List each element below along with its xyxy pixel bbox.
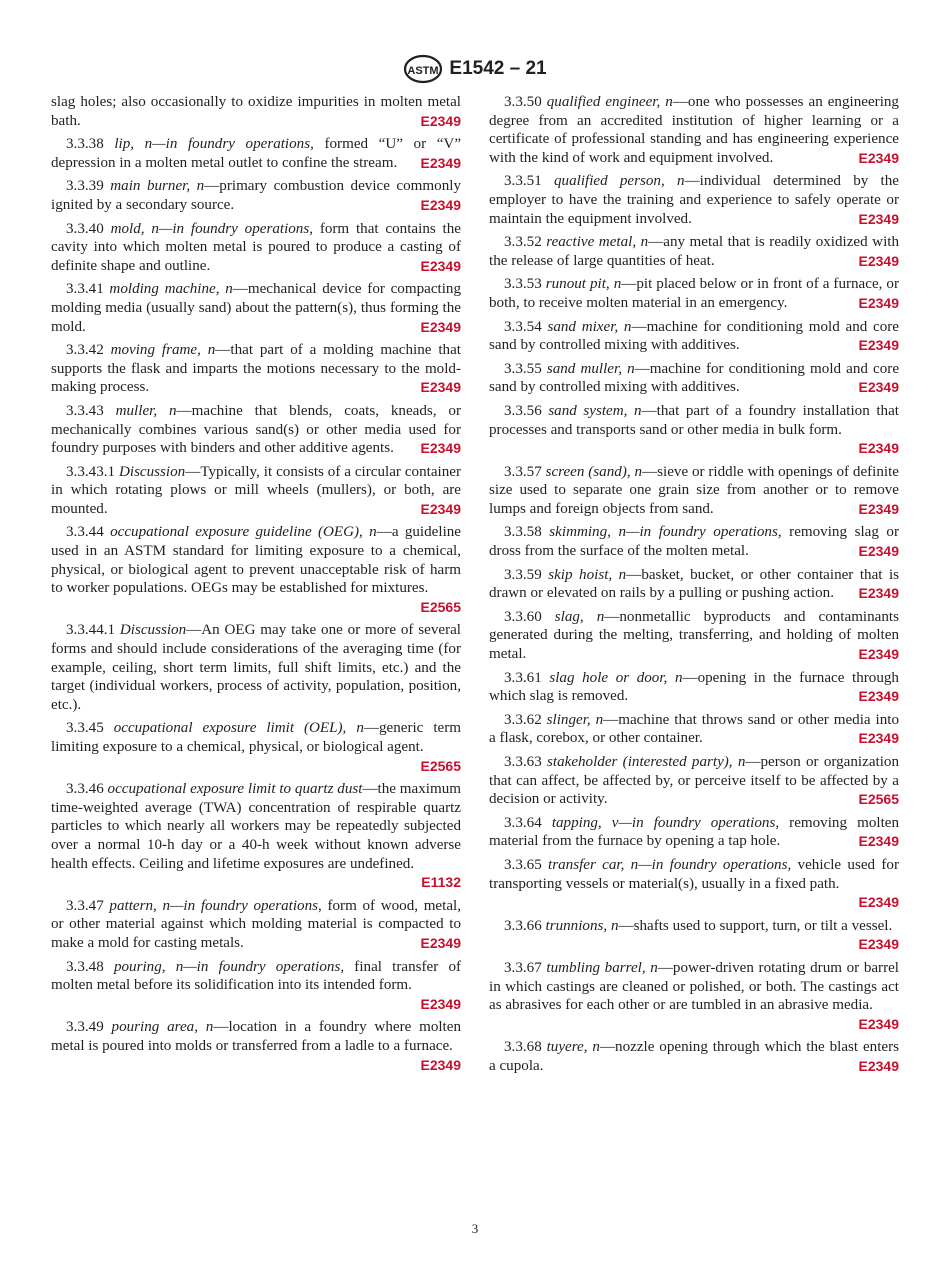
entry-text: —basket, bucket, or other container that is drawn or elevated on rails by a pulling or pushing action. bbox=[489, 566, 900, 602]
standard-reference: E2349 bbox=[420, 257, 461, 274]
standard-reference: E2349 bbox=[858, 936, 899, 953]
entry-qualifier: n—in foundry operations bbox=[162, 897, 319, 914]
standard-reference: E2349 bbox=[420, 112, 461, 129]
entry-text: —a guideline used in an ASTM standard for limiting exposure to a chemical, physical, or biological agent to prevent unacceptable risk of harm to worker populations. OEGs may be established for mixtures. bbox=[51, 524, 462, 597]
entry-number: 3.3.64 bbox=[504, 814, 542, 831]
entry-term: occupational exposure limit (OEL), bbox=[113, 720, 347, 737]
entry-qualifier: n—in foundry operations bbox=[630, 856, 788, 873]
entry-term: slag, bbox=[554, 608, 584, 625]
entry-term: slag hole or door, bbox=[549, 669, 668, 686]
definition-entry bbox=[489, 318, 899, 355]
entry-number: 3.3.67 bbox=[504, 959, 542, 976]
standard-reference: E2349 bbox=[858, 1057, 899, 1074]
entry-number: 3.3.39 bbox=[66, 178, 104, 195]
standard-reference: E2349 bbox=[420, 318, 461, 335]
standard-reference: E2349 bbox=[420, 196, 461, 213]
entry-term: skip hoist, bbox=[548, 566, 613, 583]
entry-text: —machine that blends, coats, kneads, or mechanically combines various sand(s) or other media used for foundry purposes with binders and other additive agents. bbox=[51, 402, 461, 457]
entry-text: —machine for conditioning mold and core sand by controlled mixing with additives. bbox=[489, 360, 900, 396]
entry-qualifier: n bbox=[207, 342, 216, 359]
definition-entry bbox=[489, 917, 899, 954]
entry-number: 3.3.61 bbox=[504, 669, 542, 686]
entry-qualifier: n bbox=[623, 318, 632, 335]
svg-text:ASTM: ASTM bbox=[407, 65, 439, 77]
entry-number: 3.3.43.1 bbox=[66, 463, 116, 480]
entry-text: —that part of a molding machine that supports the flask and imparts the motions necessary to the mold-making process. bbox=[51, 342, 461, 396]
definition-entry bbox=[489, 814, 899, 851]
entry-text: —nonmetallic byproducts and contaminants generated during the melting, transferring, and holding of molten metal. bbox=[489, 608, 899, 663]
definition-entry bbox=[489, 275, 899, 312]
entry-number: 3.3.47 bbox=[66, 897, 104, 914]
standard-reference: E2565 bbox=[420, 598, 461, 615]
entry-text: —pit placed below or in front of a furnace, or both, to receive molten material in an emergency. bbox=[489, 276, 899, 311]
entry-qualifier: n bbox=[356, 720, 364, 737]
entry-number: 3.3.50 bbox=[504, 94, 542, 110]
entry-number: 3.3.58 bbox=[504, 524, 542, 541]
definition-entry bbox=[51, 463, 461, 519]
standard-reference: E2349 bbox=[420, 379, 461, 396]
standard-reference: E2349 bbox=[420, 1056, 461, 1073]
entry-qualifier: n bbox=[592, 1039, 600, 1056]
definition-entry bbox=[51, 621, 461, 714]
definition-entry bbox=[51, 177, 461, 214]
entry-number: 3.3.55 bbox=[504, 360, 542, 377]
standard-reference: E2349 bbox=[858, 833, 899, 850]
standard-reference: E2349 bbox=[858, 646, 899, 663]
entry-qualifier: n bbox=[737, 754, 746, 770]
standard-reference: E2349 bbox=[420, 154, 461, 171]
entry-term: screen (sand), bbox=[545, 463, 631, 480]
entry-qualifier: n bbox=[677, 173, 685, 190]
entry-text: , removing slag or dross from the surface of the molten metal. bbox=[489, 524, 900, 560]
standard-reference: E2349 bbox=[858, 500, 899, 517]
entry-term: molding machine, bbox=[109, 281, 220, 298]
standard-reference: E2565 bbox=[420, 757, 461, 774]
definition-entry bbox=[51, 780, 461, 892]
entry-term: trunnions, bbox=[545, 917, 608, 934]
entry-text: —An OEG may take one or more of several forms and should include considerations of the averaging time (for example, ceiling, short term limits, full shift limits, etc.) and the target (individual workers, process of activity, population, position, etc.). bbox=[51, 622, 461, 713]
entry-text: —primary combustion device commonly ignited by a secondary source. bbox=[51, 178, 461, 213]
entry-qualifier: n bbox=[225, 281, 233, 298]
definition-entry bbox=[489, 608, 899, 664]
entry-qualifier: v—in foundry operations bbox=[611, 814, 776, 831]
entry-qualifier: n bbox=[596, 608, 605, 625]
entry-term: reactive metal, bbox=[546, 234, 637, 251]
entry-text: , form of wood, metal, or other material against which molding material is compacted to make a mold for casting metals. bbox=[51, 897, 461, 951]
entry-qualifier: n bbox=[613, 276, 622, 293]
page-header bbox=[0, 52, 950, 86]
definition-entry bbox=[489, 463, 899, 519]
entry-term: qualified person, bbox=[553, 173, 665, 190]
standard-reference: E1132 bbox=[421, 874, 461, 891]
standard-reference: E2349 bbox=[420, 500, 461, 517]
entry-qualifier: n—in foundry operations bbox=[151, 220, 310, 237]
left-column bbox=[51, 93, 461, 1079]
entry-text: , removing molten material from the furnace by opening a tap hole. bbox=[489, 814, 900, 850]
definition-entry bbox=[51, 280, 461, 336]
standard-reference: E2349 bbox=[420, 440, 461, 457]
entry-text: , final transfer of molten metal before its solidification into its intended form. bbox=[51, 958, 462, 994]
entry-text: —machine that throws sand or other media into a flask, corebox, or other container. bbox=[489, 711, 899, 747]
entry-text: —one who possesses an engineering degree from an accredited institution of higher learning or a certificate of professional standing and has engineering experience with the kind of work and equipment involved. bbox=[489, 94, 899, 166]
entry-qualifier: n bbox=[634, 402, 642, 419]
entry-term: pouring area, bbox=[111, 1019, 198, 1036]
entry-qualifier: n bbox=[650, 959, 658, 976]
entry-text: —mechanical device for compacting molding media (usually sand) about the pattern(s), thus forming the mold. bbox=[51, 281, 461, 335]
entry-qualifier: n bbox=[205, 1019, 214, 1036]
entry-text: —shafts used to support, turn, or tilt a vessel. bbox=[618, 917, 893, 934]
definition-entry bbox=[489, 711, 899, 748]
entry-term: pattern, bbox=[109, 897, 157, 914]
entry-number: 3.3.43 bbox=[66, 402, 104, 419]
entry-number: 3.3.51 bbox=[504, 173, 542, 190]
standard-reference: E2349 bbox=[420, 995, 461, 1012]
entry-term: runout pit, bbox=[545, 276, 610, 293]
page-number: 3 bbox=[471, 1221, 479, 1236]
entry-term: pouring, bbox=[113, 958, 166, 975]
entry-number: 3.3.68 bbox=[504, 1039, 542, 1056]
entry-number: 3.3.62 bbox=[504, 711, 542, 728]
definition-entry bbox=[51, 897, 461, 953]
entry-term: transfer car, bbox=[548, 856, 625, 873]
entry-text: —individual determined by the employer to have the training and experience to safely operate or maintain the equipment involved. bbox=[489, 173, 899, 227]
definition-entry bbox=[51, 719, 461, 775]
entry-number: 3.3.41 bbox=[66, 281, 104, 298]
entry-qualifier: n—in foundry operations bbox=[618, 524, 778, 541]
definition-entry bbox=[51, 220, 461, 276]
entry-qualifier: n bbox=[640, 234, 649, 251]
entry-text: , form that contains the cavity into which molten metal is poured to produce a casting of definite shape and outline. bbox=[51, 220, 461, 274]
right-column bbox=[489, 93, 899, 1081]
standard-reference: E2349 bbox=[858, 688, 899, 705]
entry-term: tuyere, bbox=[546, 1039, 588, 1056]
entry-number: 3.3.57 bbox=[504, 463, 542, 480]
entry-number: 3.3.66 bbox=[504, 917, 542, 934]
definition-entry bbox=[489, 669, 899, 706]
astm-logo-icon bbox=[403, 54, 443, 84]
entry-text: —location in a foundry where molten metal is poured into molds or transferred from a ladle to a furnace. bbox=[51, 1019, 461, 1054]
definition-entry bbox=[489, 753, 899, 809]
entry-text: —opening in the furnace through which slag is removed. bbox=[489, 669, 899, 705]
entry-qualifier: n bbox=[674, 669, 683, 686]
entry-text: —that part of a foundry installation that processes and transports sand or other media in bulk form. bbox=[489, 402, 899, 438]
entry-number: 3.3.44.1 bbox=[66, 622, 116, 639]
standard-reference: E2349 bbox=[858, 294, 899, 311]
definition-entry bbox=[489, 1038, 899, 1075]
entry-text: slag holes; also occasionally to oxidize impurities in molten metal bath. bbox=[51, 94, 461, 129]
entry-number: 3.3.54 bbox=[504, 318, 542, 335]
entry-number: 3.3.42 bbox=[66, 342, 104, 359]
entry-term: lip, bbox=[114, 136, 135, 153]
standard-reference: E2349 bbox=[858, 210, 899, 227]
entry-number: 3.3.65 bbox=[504, 856, 542, 873]
entry-term: moving frame, bbox=[110, 342, 201, 359]
entry-term: qualified engineer, bbox=[546, 94, 661, 110]
entry-qualifier: n bbox=[595, 711, 604, 728]
standard-reference: E2349 bbox=[858, 543, 899, 560]
entry-term: sand system, bbox=[548, 402, 628, 419]
entry-qualifier: n—in foundry operations bbox=[175, 958, 341, 975]
entry-term: muller, bbox=[115, 402, 158, 419]
standard-reference: E2565 bbox=[858, 791, 899, 808]
entry-text: —Typically, it consists of a circular container in which rotating plows or mill wheels (mullers), or both, are mounted. bbox=[51, 463, 461, 517]
entry-number: 3.3.52 bbox=[504, 234, 542, 251]
definition-entry bbox=[489, 93, 899, 167]
entry-number: 3.3.56 bbox=[504, 402, 542, 419]
entry-term: sand mixer, bbox=[547, 318, 619, 335]
entry-term: sand muller, bbox=[546, 360, 622, 377]
entry-qualifier: n bbox=[627, 360, 635, 377]
entry-text: —generic term limiting exposure to a chemical, physical, or biological agent. bbox=[51, 720, 461, 755]
definition-entry bbox=[489, 233, 899, 270]
definition-entry bbox=[489, 959, 899, 1033]
entry-number: 3.3.49 bbox=[66, 1019, 104, 1036]
entry-term: stakeholder (interested party), bbox=[547, 754, 733, 770]
entry-text: —the maximum time-weighted average (TWA) concentration of respirable quartz particles to which nearly all workers may be repeatedly subjected over a normal 10-h day or a 40-h week without known adverse health effects. Ceiling and lifetime exposures are undefined. bbox=[51, 781, 461, 872]
entry-number: 3.3.63 bbox=[504, 754, 542, 770]
entry-qualifier: n bbox=[618, 566, 627, 583]
entry-term: skimming, bbox=[549, 524, 611, 541]
standard-reference: E2349 bbox=[858, 337, 899, 354]
standard-reference: E2349 bbox=[420, 934, 461, 951]
entry-qualifier: n bbox=[610, 917, 619, 934]
definition-entry bbox=[489, 856, 899, 912]
standard-reference: E2349 bbox=[858, 585, 899, 602]
entry-number: 3.3.46 bbox=[66, 781, 104, 798]
entry-qualifier: n bbox=[665, 94, 673, 110]
entry-term: slinger, bbox=[546, 711, 591, 728]
standard-reference: E2349 bbox=[858, 1015, 899, 1032]
entry-text: , vehicle used for transporting vessels or material(s), usually in a fixed path. bbox=[489, 856, 899, 892]
standard-reference: E2349 bbox=[858, 894, 899, 911]
standard-reference: E2349 bbox=[858, 252, 899, 269]
entry-qualifier: n—in foundry operations bbox=[144, 136, 311, 153]
definition-entry bbox=[51, 341, 461, 397]
definition-entry bbox=[51, 523, 461, 616]
definition-entry bbox=[489, 523, 899, 560]
entry-term: occupational exposure limit to quartz dust bbox=[107, 781, 363, 798]
entry-number: 3.3.60 bbox=[504, 608, 542, 625]
entry-qualifier: n bbox=[169, 402, 177, 419]
entry-text: , formed “U” or “V” depression in a molten metal outlet to confine the stream. bbox=[51, 136, 462, 171]
definition-entry bbox=[51, 135, 461, 172]
definition-entry bbox=[51, 1018, 461, 1074]
entry-term: mold, bbox=[110, 220, 145, 237]
entry-number: 3.3.45 bbox=[66, 720, 104, 737]
definition-entry bbox=[489, 566, 899, 603]
standard-reference: E2349 bbox=[858, 379, 899, 396]
definition-entry bbox=[51, 93, 461, 130]
entry-number: 3.3.38 bbox=[66, 136, 104, 153]
entry-text: —nozzle opening through which the blast enters a cupola. bbox=[489, 1039, 899, 1074]
definition-entry bbox=[489, 172, 899, 228]
entry-number: 3.3.44 bbox=[66, 524, 104, 541]
entry-term: Discussion bbox=[119, 622, 187, 639]
entry-term: tumbling barrel, bbox=[546, 959, 646, 976]
entry-qualifier: n bbox=[196, 178, 205, 195]
document-id: E1542 – 21 bbox=[449, 58, 547, 79]
entry-text: —machine for conditioning mold and core sand by controlled mixing with additives. bbox=[489, 318, 900, 354]
definition-entry bbox=[489, 402, 899, 458]
entry-qualifier: n bbox=[369, 524, 377, 541]
entry-text: —person or organization that can affect, be affected by, or perceive itself to be affected by a decision or activity. bbox=[489, 754, 899, 808]
definition-entry bbox=[489, 360, 899, 397]
entry-term: tapping, bbox=[551, 814, 602, 831]
entry-term: Discussion bbox=[118, 463, 186, 480]
standard-reference: E2349 bbox=[858, 730, 899, 747]
entry-text: —sieve or riddle with openings of definite size used to separate one grain size from another or to remove lumps and foreign objects from sand. bbox=[489, 463, 900, 517]
entry-number: 3.3.40 bbox=[66, 220, 104, 237]
entry-number: 3.3.48 bbox=[66, 958, 104, 975]
entry-number: 3.3.59 bbox=[504, 566, 542, 583]
entry-term: main burner, bbox=[110, 178, 191, 195]
definition-entry bbox=[51, 402, 461, 458]
entry-number: 3.3.53 bbox=[504, 276, 542, 293]
standard-reference: E2349 bbox=[858, 149, 899, 166]
entry-text: —power-driven rotating drum or barrel in which castings are cleaned or polished, or both. The castings act as abrasives for each other or are tumbled in an abrasive media. bbox=[489, 959, 900, 1014]
entry-text: —any metal that is readily oxidized with the release of large quantities of heat. bbox=[489, 234, 900, 269]
entry-term: occupational exposure guideline (OEG), bbox=[110, 524, 363, 541]
entry-qualifier: n bbox=[634, 463, 643, 480]
definition-entry bbox=[51, 958, 461, 1014]
standard-reference: E2349 bbox=[858, 440, 899, 457]
